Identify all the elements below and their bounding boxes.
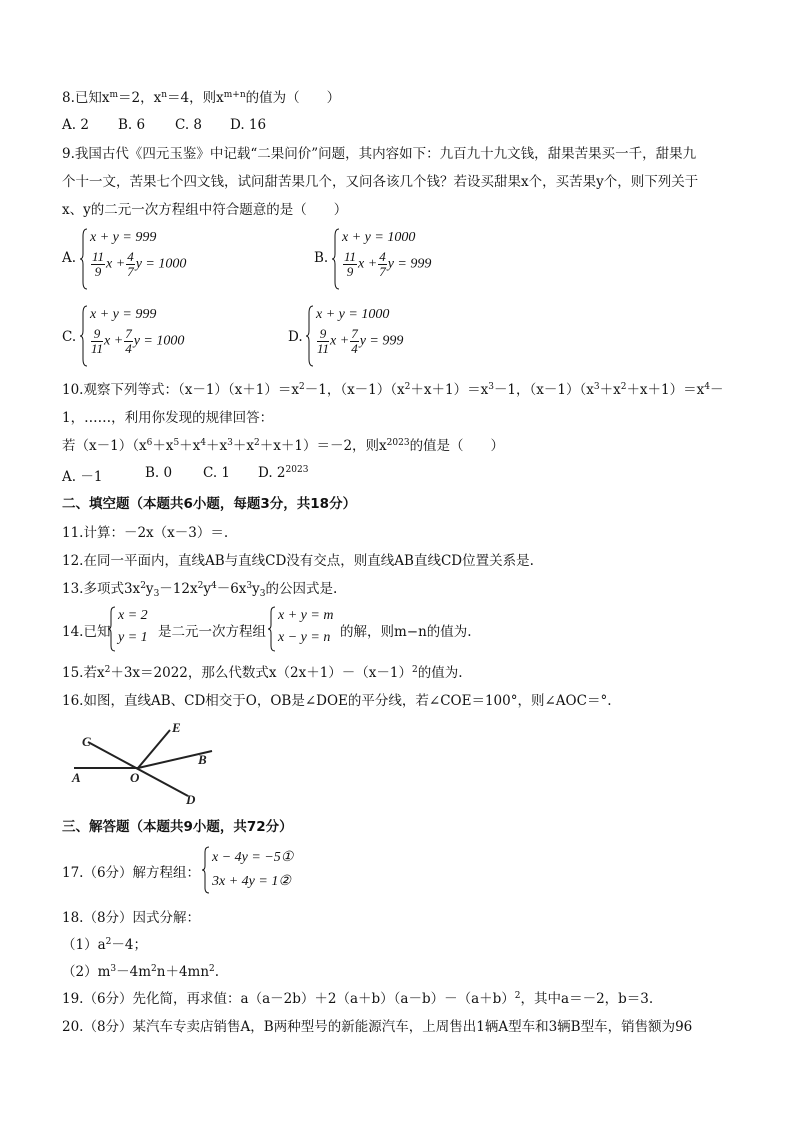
label-d: D [186,792,196,807]
q10-option-d: D. $2^{2023}$ [258,465,309,481]
q14-solution-x: x = 2 [118,608,148,623]
q8-option-c: C. 8 [175,117,203,133]
question-9-line-2: 个十一文，苦果七个四文钱，试问甜苦果几个，又问各该几个钱？若设买甜果x个，买苦果y个，则下列关于 [62,174,699,190]
q14-suffix: 的解，则m−n的值为. [340,624,472,640]
question-18-part-2: $(2)m^3-4m^2n+4mn^2$. [62,964,220,980]
question-10-line-2: 1，……，利用你发现的规律回答： [62,410,274,426]
question-10-line-1: 10.观察下列等式：$(x-1)(x+1)=x^2-1$，$(x-1)(x^2+x+1)=x^3-1$，$(x-1)(x^3+x^2+x+1)=x^4-$ [62,382,724,398]
q17-equation-1: x − 4y = −5① [212,850,294,865]
q17-prefix: 17.（6分）解方程组： [62,865,201,881]
brace-icon [108,606,116,652]
question-15: 15.若$x^2+3x=2022$，那么代数式$x(2x+1)-(x-1)^2$的值为. [62,665,463,681]
question-14 [62,606,622,652]
label-e: E [172,720,181,735]
q9-option-a [62,228,302,290]
q9-option-b-label: B. [314,250,329,266]
brace-icon [268,606,276,652]
q8-option-d: D. 16 [230,117,267,133]
label-b: B [198,752,207,767]
q17-equation-2: 3x + 4y = 1② [212,874,291,889]
question-19: 19.（6分）先化简，再求值：$a(a-2b)+2(a+b)(a-b)-(a+b)^2$，其中a＝－2，b＝3. [62,991,654,1007]
question-9-line-3: x、y的二元一次方程组中符合题意的是（ ） [62,202,348,218]
geometry-figure [62,716,222,808]
q9-b-eq2: $\frac{11}{9}$ x + $\frac{4}{7}$ y = 999 [344,249,432,279]
q9-option-d-label: D. [288,329,303,345]
label-o: O [130,770,140,785]
q9-option-a-label: A. [62,250,77,266]
q9-option-c [62,305,302,367]
question-17 [62,846,462,894]
q9-d-eq2: $\frac{9}{11}$ x + $\frac{7}{4}$ y = 999 [317,326,404,356]
question-12: 12.在同一平面内，直线AB与直线CD没有交点，则直线AB直线CD位置关系是. [62,553,534,569]
q9-option-b [314,228,554,290]
q10-option-a: A. －1 [62,469,103,485]
brace-icon [80,228,88,290]
q9-option-c-label: C. [62,329,77,345]
q9-c-eq2: $\frac{9}{11}$ x + $\frac{7}{4}$ y = 1000 [91,326,185,356]
label-a: A [72,770,81,785]
q10-option-b: B. 0 [145,465,173,481]
brace-icon [332,228,340,290]
question-13: 13.多项式$3x^2y_3-12x^2y^4-6x^3y_3$的公因式是. [62,581,338,599]
q8-option-b: B. 6 [118,117,146,133]
question-16: 16.如图，直线AB、CD相交于O，OB是∠DOE的平分线，若∠COE＝100°，则∠AOC＝°. [62,693,612,709]
question-9-line-1: 9.我国古代《四元玉鉴》中记载“二果问价”问题，其内容如下：九百九十九文钱，甜果苦果买一千，甜果九 [62,146,697,162]
brace-icon [306,305,314,367]
q14-middle-text: 是二元一次方程组 [158,624,266,640]
question-18: 18.（8分）因式分解： [62,910,201,926]
question-20: 20.（8分）某汽车专卖店销售A，B两种型号的新能源汽车，上周售出1辆A型车和3辆B型车，销售额为96 [62,1019,693,1035]
q14-prefix: 14.已知 [62,624,111,640]
question-8: 8.已知$x^m=2$，$x^n=4$，则$x^{m+n}$的值为（ ） [62,90,341,106]
q14-solution-y: y = 1 [118,630,148,645]
brace-icon [202,846,210,894]
q8-option-a: A. 2 [62,117,89,133]
q9-option-d [288,305,528,367]
q9-a-eq1: x + y = 999 [90,230,157,245]
q14-equation-2: x − y = n [278,630,331,645]
brace-icon [80,305,88,367]
question-10-line-3: 若$(x-1)(x^6+x^5+x^4+x^3+x^2+x+1)=-2$，则$x^{2023}$的值是（ ） [62,438,505,454]
question-18-part-1: $(1)a^2-4$； [62,937,147,953]
section-2-heading: 二、填空题（本题共6小题，每题3分，共18分） [62,496,357,512]
q14-equation-1: x + y = m [278,608,334,623]
section-3-heading: 三、解答题（本题共9小题，共72分） [62,819,293,835]
q9-d-eq1: x + y = 1000 [316,307,390,322]
q9-b-eq1: x + y = 1000 [342,230,416,245]
q10-option-c: C. 1 [203,465,231,481]
q9-a-eq2: $\frac{11}{9}$ x + $\frac{4}{7}$ y = 1000 [92,249,187,279]
q9-c-eq1: x + y = 999 [90,307,157,322]
question-11: 11.计算：－2x（x－3）＝. [62,525,229,541]
label-c: C [82,734,91,749]
